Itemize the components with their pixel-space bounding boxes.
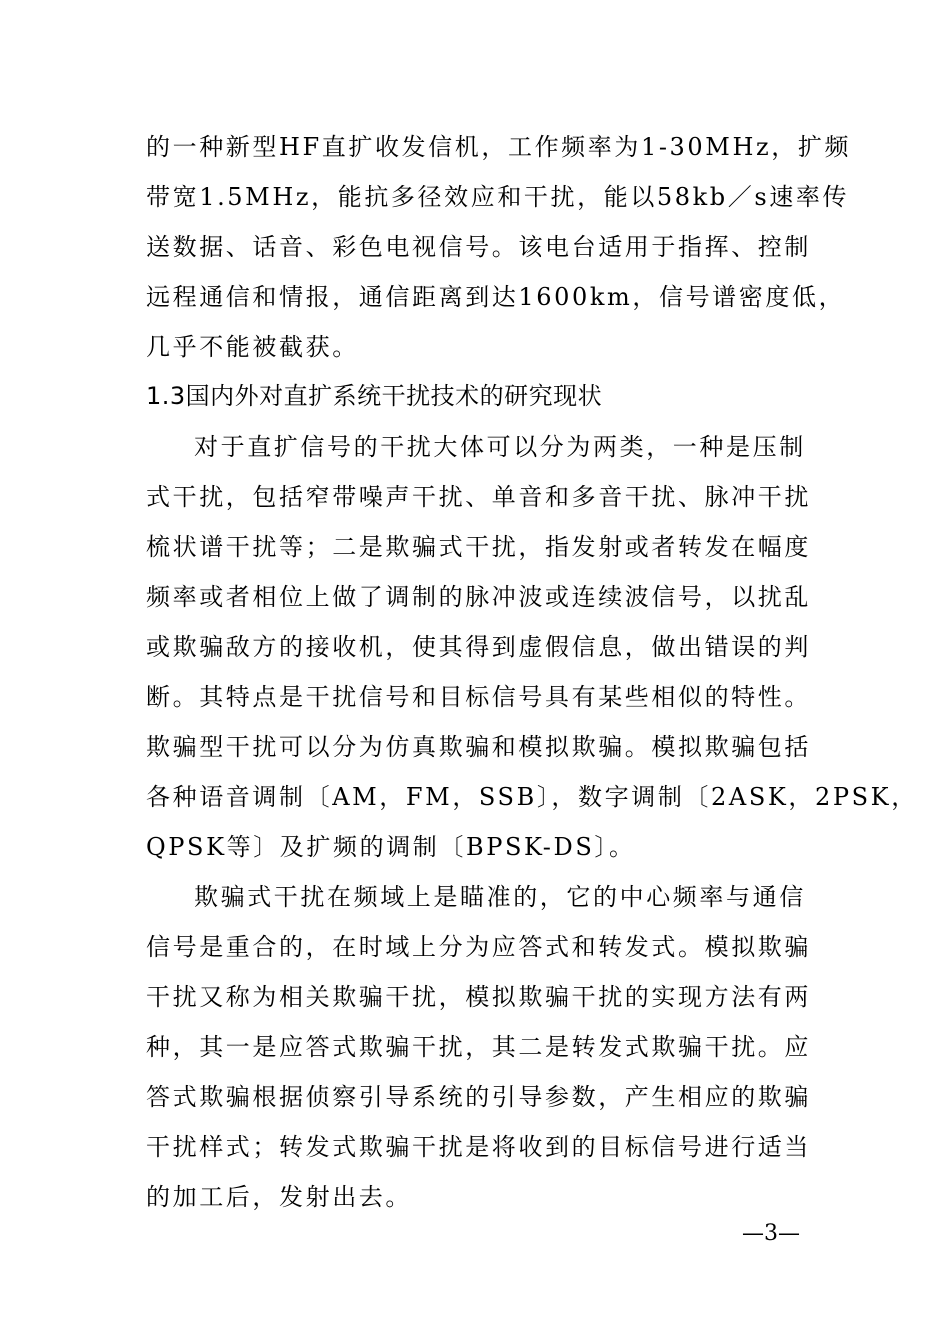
paragraph-2-line-1: 对于直扩信号的干扰大体可以分为两类，一种是压制 [194, 433, 806, 461]
paragraph-3-line-5: 答式欺骗根据侦察引导系统的引导参数，产生相应的欺骗 [146, 1083, 811, 1111]
paragraph-1-line-3: 送数据、话音、彩色电视信号。该电台适用于指挥、控制 [146, 233, 811, 261]
paragraph-2-line-6: 断。其特点是干扰信号和目标信号具有某些相似的特性。 [146, 683, 811, 711]
paragraph-2-line-4: 频率或者相位上做了调制的脉冲波或连续波信号，以扰乱 [146, 583, 811, 611]
paragraph-3-line-2: 信号是重合的，在时域上分为应答式和转发式。模拟欺骗 [146, 933, 811, 961]
section-heading: 1.3国内外对直扩系统干扰技术的研究现状 [146, 382, 603, 410]
paragraph-2-line-5: 或欺骗敌方的接收机，使其得到虚假信息，做出错误的判 [146, 633, 811, 661]
paragraph-2-line-7: 欺骗型干扰可以分为仿真欺骗和模拟欺骗。模拟欺骗包括 [146, 733, 811, 761]
paragraph-1-line-4: 远程通信和情报，通信距离到达1600km，信号谱密度低， [146, 283, 846, 311]
paragraph-1-line-1: 的一种新型HF直扩收发信机，工作频率为1-30MHz，扩频 [146, 133, 852, 161]
paragraph-3-line-6: 干扰样式；转发式欺骗干扰是将收到的目标信号进行适当 [146, 1133, 811, 1161]
paragraph-1-line-5: 几乎不能被截获。 [146, 333, 359, 361]
paragraph-2-line-3: 梳状谱干扰等；二是欺骗式干扰，指发射或者转发在幅度 [146, 533, 811, 561]
paragraph-3-line-7: 的加工后，发射出去。 [146, 1183, 412, 1211]
page-number: —3— [742, 1221, 800, 1246]
paragraph-2-line-2: 式干扰，包括窄带噪声干扰、单音和多音干扰、脉冲干扰 [146, 483, 811, 511]
paragraph-2-line-9: QPSK等〕及扩频的调制〔BPSK-DS〕。 [146, 833, 636, 861]
paragraph-3-line-3: 干扰又称为相关欺骗干扰，模拟欺骗干扰的实现方法有两 [146, 983, 811, 1011]
paragraph-3-line-1: 欺骗式干扰在频域上是瞄准的，它的中心频率与通信 [194, 883, 806, 911]
paragraph-2-line-8: 各种语音调制〔AM，FM，SSB〕，数字调制〔2ASK，2PSK， [146, 783, 918, 811]
paragraph-3-line-4: 种，其一是应答式欺骗干扰，其二是转发式欺骗干扰。应 [146, 1033, 811, 1061]
paragraph-1-line-2: 带宽1.5MHz，能抗多径效应和干扰，能以58kb／s速率传 [146, 183, 850, 211]
